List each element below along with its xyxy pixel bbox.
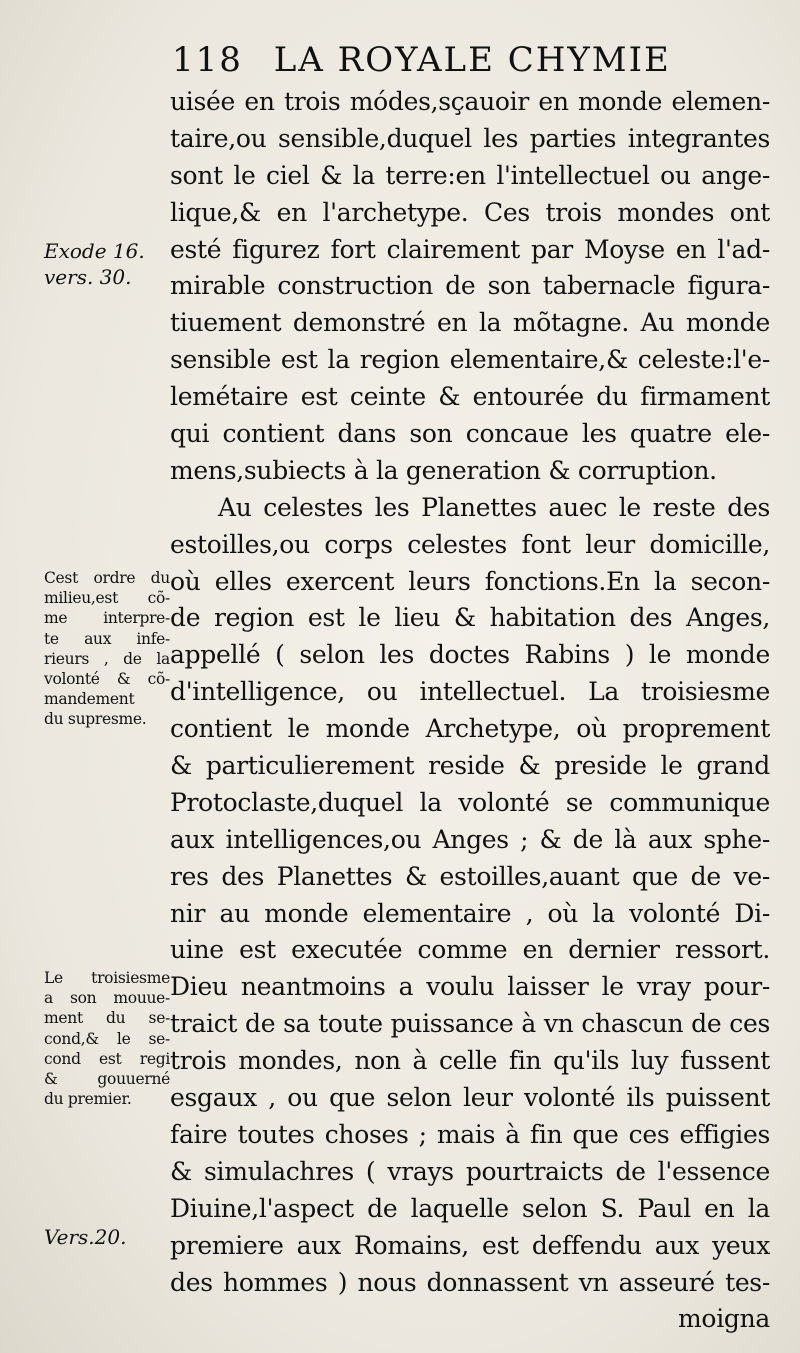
margin-note-line: a son mouue- [44, 989, 170, 1008]
text-line: & particulierement reside & preside le grand [170, 751, 770, 781]
text-line: contient le monde Archetype, où proprement [170, 714, 770, 744]
text-line: faire toutes choses ; mais à fin que ces effigies [170, 1119, 770, 1149]
margin-note-line: te aux infe- [44, 629, 170, 648]
margin-note-line: Cest ordre du [44, 569, 170, 587]
text-line: uine est executée comme en dernier ressort. [170, 935, 770, 965]
text-line: mens,subiects à la generation & corruption. [170, 455, 717, 485]
text-line: lemétaire est ceinte & entourée du firmament [170, 382, 770, 412]
margin-note-line: cond,& le se- [44, 1029, 170, 1048]
text-line: trois mondes, non à celle fin qu'ils luy fussent [170, 1046, 770, 1076]
running-title: LA ROYALE CHYMIE [273, 40, 671, 80]
text-line: des hommes ) nous donnassent vn asseuré tes- [170, 1267, 770, 1297]
catchword: moigna [678, 1304, 770, 1334]
text-line: sensible est la region elementaire,& celeste:l'e- [170, 345, 770, 375]
margin-note-line: Le troisiesme [44, 969, 170, 987]
margin-note-line: milieu,est cõ- [44, 589, 170, 608]
text-line: nir au monde elementaire , où la volonté Di- [170, 898, 770, 928]
margin-ref-line: Exode 16. [44, 239, 145, 263]
margin-note-line: volonté & cõ- [44, 670, 170, 689]
text-line: traict de sa toute puissance à vn chascun de ces [170, 1009, 770, 1039]
margin-note-line: & gouuerné [44, 1070, 170, 1089]
text-line: appellé ( selon les doctes Rabins ) le monde [170, 640, 770, 670]
text-line: lique,& en l'archetype. Ces trois mondes ont [170, 197, 770, 227]
text-line: uisée en trois módes,sçauoir en monde elemen- [170, 87, 770, 116]
body-text [170, 84, 770, 1338]
margin-note-line: me interpre- [44, 609, 170, 628]
text-line: esté figurez fort clairement par Moyse en l'ad- [170, 234, 770, 264]
text-line: tiuement demonstré en la mõtagne. Au monde [170, 308, 770, 338]
text-line: sont le ciel & la terre:en l'intellectuel ou ange- [170, 160, 770, 190]
text-line: aux intelligences,ou Anges ; & de là aux sphe- [170, 824, 770, 854]
margin-note-line: mandement [44, 690, 135, 709]
margin-note-order [44, 568, 170, 730]
text-line: esgaux , ou que selon leur volonté ils puissent [170, 1083, 770, 1113]
margin-note-line: ment du se- [44, 1009, 170, 1028]
margin-note-third [44, 968, 170, 1109]
margin-reference-vers: Vers.20. [44, 1225, 127, 1249]
margin-note-line: rieurs , de la [44, 649, 170, 668]
paragraph-start: Au celestes les Planettes auec le reste des [218, 492, 770, 522]
margin-note-line: cond est regi [44, 1049, 170, 1068]
text-line: où elles exercent leurs fonctions.En la secon- [170, 566, 770, 596]
text-line: Protoclaste,duquel la volonté se communique [170, 787, 770, 817]
text-line: Dieu neantmoins a voulu laisser le vray pour- [170, 972, 770, 1002]
text-line: estoilles,ou corps celestes font leur domicille, [170, 529, 770, 559]
text-line: de region est le lieu & habitation des Anges, [170, 603, 770, 633]
text-line: & simulachres ( vrays pourtraicts de l'essence [170, 1156, 770, 1186]
text-line: res des Planettes & estoilles,auant que de ve- [170, 861, 770, 891]
running-header [172, 40, 671, 80]
text-line: premiere aux Romains, est deffendu aux yeux [170, 1230, 770, 1260]
margin-reference-exode [44, 238, 145, 290]
text-line: taire,ou sensible,duquel les parties integrantes [170, 123, 770, 153]
margin-ref-line: vers. 30. [44, 265, 132, 289]
text-line: mirable construction de son tabernacle figura- [170, 271, 770, 301]
margin-note-line: du premier. [44, 1090, 132, 1109]
text-line: Diuine,l'aspect de laquelle selon S. Paul en la [170, 1193, 770, 1223]
page-number: 118 [172, 40, 243, 80]
text-line: d'intelligence, ou intellectuel. La troisiesme [170, 677, 770, 707]
text-line: qui contient dans son concaue les quatre ele- [170, 419, 770, 449]
margin-note-line: du supresme. [44, 710, 147, 729]
